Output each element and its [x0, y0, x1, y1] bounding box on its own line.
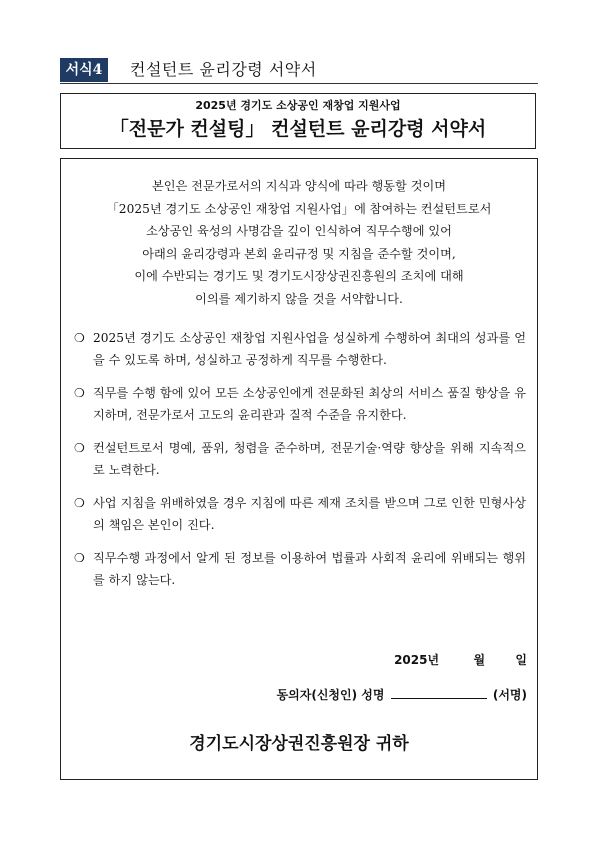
- document-subtitle: 2025년 경기도 소상공인 재창업 지원사업: [195, 99, 401, 112]
- pledge-item: [74, 437, 526, 481]
- circle-bullet-icon: ❍: [74, 551, 85, 565]
- signature-label: 동의자(신청인) 성명: [276, 688, 385, 702]
- intro-line: 이에 수반되는 경기도 및 경기도시장상권진흥원의 조치에 대해: [134, 269, 464, 283]
- pledge-list: [74, 327, 526, 602]
- circle-bullet-icon: ❍: [74, 386, 85, 400]
- form-number-badge: 서식4: [60, 58, 108, 82]
- pledge-text: 직무를 수행 함에 있어 모든 소상공인에게 전문화된 최상의 서비스 품질 향상을 유지하며, 전문가로서 고도의 윤리관과 질적 수준을 유지한다.: [93, 386, 526, 422]
- intro-line: 이의를 제기하지 않을 것을 서약합니다.: [195, 291, 403, 306]
- pledge-item: [74, 547, 526, 591]
- circle-bullet-icon: ❍: [74, 496, 85, 510]
- pledge-item: [74, 382, 526, 426]
- pledge-text: 사업 지침을 위배하였을 경우 지침에 따른 제재 조치를 받으며 그로 인한 민형사상의 책임은 본인이 진다.: [93, 496, 526, 532]
- pledge-text: 컨설턴트로서 명예, 품위, 청렴을 준수하며, 전문기술·역량 향상을 위해 지속적으로 노력한다.: [93, 441, 526, 477]
- document-title-box: [60, 93, 536, 149]
- intro-line: 아래의 윤리강령과 본회 윤리규정 및 지침을 준수할 것이며,: [142, 246, 456, 261]
- date-month: 월: [473, 653, 486, 667]
- intro-line: 소상공인 육성의 사명감을 깊이 인식하여 직무수행에 있어: [146, 224, 452, 238]
- intro-line: 「2025년 경기도 소상공인 재창업 지원사업」에 참여하는 컨설턴트로서: [106, 201, 492, 216]
- recipient-line: 경기도시장상권진흥원장 귀하: [189, 734, 409, 754]
- pledge-text: 2025년 경기도 소상공인 재창업 지원사업을 성실하게 수행하여 최대의 성과를 얻을 수 있도록 하며, 성실하고 공정하게 직무를 수행한다.: [93, 331, 526, 367]
- form-header: [60, 58, 538, 84]
- date-year: 2025년: [394, 653, 440, 667]
- pledge-item: [74, 327, 526, 371]
- signature-seal-label: (서명): [492, 688, 527, 702]
- pledge-text: 직무수행 과정에서 알게 된 정보를 이용하여 법률과 사회적 윤리에 위배되는 행위를 하지 않는다.: [93, 551, 526, 587]
- date-row: [394, 651, 527, 668]
- intro-line: 본인은 전문가로서의 지식과 양식에 따라 행동할 것이며: [151, 179, 447, 193]
- signature-row: [277, 686, 527, 703]
- pledge-item: [74, 492, 526, 536]
- circle-bullet-icon: ❍: [74, 331, 85, 345]
- intro-paragraph: [61, 175, 537, 310]
- date-day: 일: [515, 653, 527, 667]
- pledge-body: [60, 158, 538, 780]
- document-title: 「전문가 컨설팅」 컨설턴트 윤리강령 서약서: [109, 118, 487, 140]
- signature-name-field[interactable]: [391, 686, 487, 699]
- circle-bullet-icon: ❍: [74, 441, 85, 455]
- form-header-title: 컨설턴트 윤리강령 서약서: [130, 60, 317, 79]
